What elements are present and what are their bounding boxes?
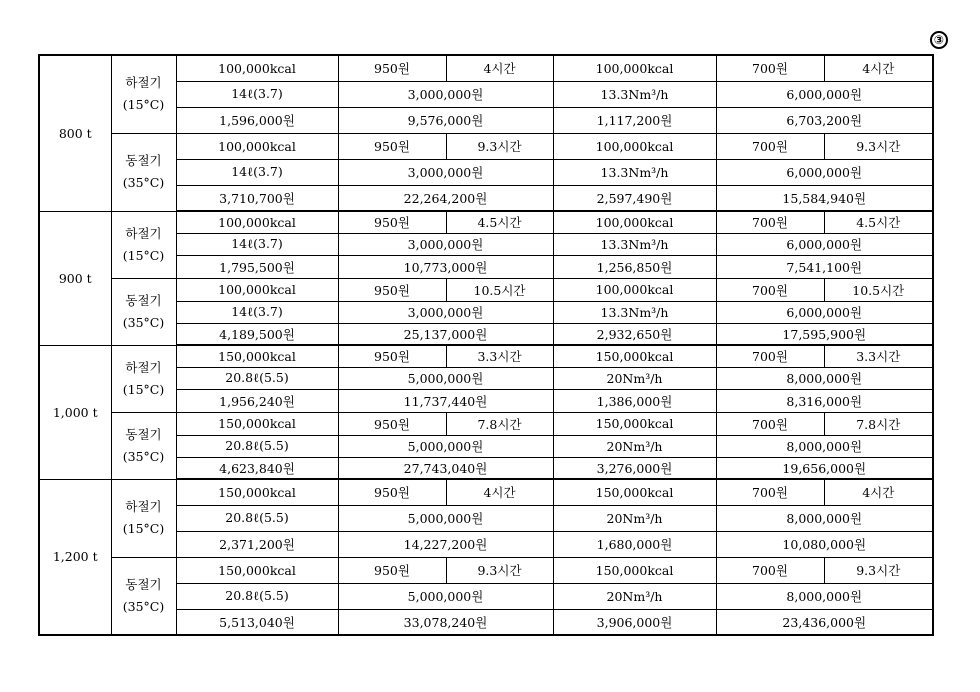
total-cost-cell: 25,137,000원: [338, 323, 553, 345]
unit-price-cell: 700원: [716, 345, 824, 367]
hours-cell: 4.5시간: [824, 211, 933, 233]
season-name: 하절기: [125, 225, 162, 241]
heat-capacity-cell: 150,000kcal: [553, 479, 716, 505]
operating-cost-cell: 1,795,500원: [176, 255, 338, 278]
operating-cost-cell: 2,597,490원: [553, 185, 716, 211]
operating-cost-cell: 2,932,650원: [553, 323, 716, 345]
gas-consumption-cell: 13.3Nm³/h: [553, 301, 716, 323]
operating-cost-cell: 1,117,200원: [553, 107, 716, 133]
hours-cell: 4시간: [446, 479, 553, 505]
total-cost-cell: 17,595,900원: [716, 323, 933, 345]
season-cell: [111, 557, 176, 635]
table-row: [39, 278, 933, 301]
season-name: 하절기: [125, 499, 162, 514]
equipment-cost-cell: 6,000,000원: [716, 159, 933, 185]
gas-consumption-cell: 20Nm³/h: [553, 583, 716, 609]
season-temperature: (35°C): [122, 314, 165, 330]
fuel-consumption-cell: 14ℓ(3.7): [176, 159, 338, 185]
heat-capacity-cell: 100,000kcal: [176, 55, 338, 81]
total-cost-cell: 19,656,000원: [716, 457, 933, 479]
hours-cell: 4시간: [824, 479, 933, 505]
operating-cost-cell: 3,906,000원: [553, 609, 716, 635]
page-number-marker: ③: [930, 31, 948, 49]
total-cost-cell: 10,773,000원: [338, 255, 553, 278]
capacity-cell: 1,000 t: [39, 345, 111, 479]
unit-price-cell: 700원: [716, 55, 824, 81]
operating-cost-cell: 1,680,000원: [553, 531, 716, 557]
season-temperature: (15°C): [122, 521, 165, 536]
season-cell: [111, 278, 176, 345]
fuel-consumption-cell: 14ℓ(3.7): [176, 81, 338, 107]
equipment-cost-cell: 6,000,000원: [716, 301, 933, 323]
total-cost-cell: 23,436,000원: [716, 609, 933, 635]
fuel-consumption-cell: 20.8ℓ(5.5): [176, 505, 338, 531]
hours-cell: 4시간: [824, 55, 933, 81]
season-name: 하절기: [125, 359, 162, 375]
table-row: [39, 133, 933, 159]
cost-comparison-table: [38, 54, 934, 636]
unit-price-cell: 950원: [338, 211, 446, 233]
heat-capacity-cell: 150,000kcal: [553, 345, 716, 367]
season-temperature: (15°C): [122, 97, 165, 113]
season-name: 하절기: [125, 75, 162, 91]
unit-price-cell: 950원: [338, 345, 446, 367]
hours-cell: 9.3시간: [446, 133, 553, 159]
equipment-cost-cell: 8,000,000원: [716, 583, 933, 609]
season-name: 동절기: [125, 292, 162, 308]
hours-cell: 3.3시간: [824, 345, 933, 367]
unit-price-cell: 700원: [716, 412, 824, 435]
equipment-cost-cell: 3,000,000원: [338, 301, 553, 323]
season-cell: [111, 345, 176, 412]
total-cost-cell: 10,080,000원: [716, 531, 933, 557]
fuel-consumption-cell: 20.8ℓ(5.5): [176, 435, 338, 457]
heat-capacity-cell: 150,000kcal: [176, 479, 338, 505]
heat-capacity-cell: 150,000kcal: [176, 345, 338, 367]
operating-cost-cell: 2,371,200원: [176, 531, 338, 557]
total-cost-cell: 8,316,000원: [716, 389, 933, 412]
equipment-cost-cell: 3,000,000원: [338, 159, 553, 185]
gas-consumption-cell: 20Nm³/h: [553, 505, 716, 531]
unit-price-cell: 950원: [338, 55, 446, 81]
heat-capacity-cell: 100,000kcal: [176, 278, 338, 301]
total-cost-cell: 11,737,440원: [338, 389, 553, 412]
season-cell: [111, 133, 176, 211]
operating-cost-cell: 1,256,850원: [553, 255, 716, 278]
gas-consumption-cell: 13.3Nm³/h: [553, 81, 716, 107]
hours-cell: 10.5시간: [824, 278, 933, 301]
heat-capacity-cell: 100,000kcal: [553, 133, 716, 159]
unit-price-cell: 700원: [716, 278, 824, 301]
operating-cost-cell: 5,513,040원: [176, 609, 338, 635]
gas-consumption-cell: 20Nm³/h: [553, 367, 716, 389]
total-cost-cell: 9,576,000원: [338, 107, 553, 133]
heat-capacity-cell: 150,000kcal: [553, 412, 716, 435]
total-cost-cell: 33,078,240원: [338, 609, 553, 635]
operating-cost-cell: 4,623,840원: [176, 457, 338, 479]
season-temperature: (15°C): [122, 381, 165, 397]
hours-cell: 4.5시간: [446, 211, 553, 233]
equipment-cost-cell: 6,000,000원: [716, 233, 933, 255]
table-body: [39, 55, 933, 635]
operating-cost-cell: 1,386,000원: [553, 389, 716, 412]
equipment-cost-cell: 5,000,000원: [338, 435, 553, 457]
equipment-cost-cell: 5,000,000원: [338, 583, 553, 609]
season-name: 동절기: [125, 426, 162, 442]
equipment-cost-cell: 3,000,000원: [338, 233, 553, 255]
table-row: [39, 412, 933, 435]
operating-cost-cell: 4,189,500원: [176, 323, 338, 345]
table-row: [39, 211, 933, 233]
unit-price-cell: 700원: [716, 479, 824, 505]
fuel-consumption-cell: 20.8ℓ(5.5): [176, 583, 338, 609]
heat-capacity-cell: 100,000kcal: [553, 55, 716, 81]
unit-price-cell: 950원: [338, 278, 446, 301]
unit-price-cell: 950원: [338, 133, 446, 159]
operating-cost-cell: 3,276,000원: [553, 457, 716, 479]
season-temperature: (35°C): [122, 598, 165, 614]
gas-consumption-cell: 13.3Nm³/h: [553, 233, 716, 255]
total-cost-cell: 7,541,100원: [716, 255, 933, 278]
unit-price-cell: 950원: [338, 412, 446, 435]
table-row: [39, 479, 933, 505]
hours-cell: 9.3시간: [824, 133, 933, 159]
heat-capacity-cell: 100,000kcal: [176, 133, 338, 159]
table-row: [39, 55, 933, 81]
unit-price-cell: 700원: [716, 211, 824, 233]
gas-consumption-cell: 20Nm³/h: [553, 435, 716, 457]
capacity-cell: 800 t: [39, 55, 111, 211]
heat-capacity-cell: 150,000kcal: [553, 557, 716, 583]
season-temperature: (15°C): [122, 247, 165, 263]
season-cell: [111, 412, 176, 479]
capacity-cell: 900 t: [39, 211, 111, 345]
heat-capacity-cell: 100,000kcal: [553, 211, 716, 233]
unit-price-cell: 700원: [716, 557, 824, 583]
total-cost-cell: 6,703,200원: [716, 107, 933, 133]
equipment-cost-cell: 8,000,000원: [716, 505, 933, 531]
heat-capacity-cell: 150,000kcal: [176, 412, 338, 435]
season-cell: [111, 55, 176, 133]
equipment-cost-cell: 6,000,000원: [716, 81, 933, 107]
equipment-cost-cell: 8,000,000원: [716, 367, 933, 389]
season-temperature: (35°C): [122, 175, 165, 190]
capacity-cell: 1,200 t: [39, 479, 111, 635]
hours-cell: 9.3시간: [824, 557, 933, 583]
operating-cost-cell: 1,956,240원: [176, 389, 338, 412]
season-cell: [111, 211, 176, 278]
equipment-cost-cell: 8,000,000원: [716, 435, 933, 457]
hours-cell: 7.8시간: [446, 412, 553, 435]
equipment-cost-cell: 5,000,000원: [338, 505, 553, 531]
unit-price-cell: 950원: [338, 557, 446, 583]
unit-price-cell: 950원: [338, 479, 446, 505]
hours-cell: 10.5시간: [446, 278, 553, 301]
total-cost-cell: 15,584,940원: [716, 185, 933, 211]
table-row: [39, 557, 933, 583]
hours-cell: 4시간: [446, 55, 553, 81]
table-row: [39, 345, 933, 367]
fuel-consumption-cell: 14ℓ(3.7): [176, 233, 338, 255]
equipment-cost-cell: 5,000,000원: [338, 367, 553, 389]
fuel-consumption-cell: 20.8ℓ(5.5): [176, 367, 338, 389]
season-cell: [111, 479, 176, 557]
season-name: 동절기: [125, 576, 162, 592]
fuel-consumption-cell: 14ℓ(3.7): [176, 301, 338, 323]
operating-cost-cell: 3,710,700원: [176, 185, 338, 211]
equipment-cost-cell: 3,000,000원: [338, 81, 553, 107]
hours-cell: 9.3시간: [446, 557, 553, 583]
season-name: 동절기: [125, 153, 162, 168]
total-cost-cell: 22,264,200원: [338, 185, 553, 211]
heat-capacity-cell: 150,000kcal: [176, 557, 338, 583]
unit-price-cell: 700원: [716, 133, 824, 159]
operating-cost-cell: 1,596,000원: [176, 107, 338, 133]
hours-cell: 7.8시간: [824, 412, 933, 435]
season-temperature: (35°C): [122, 448, 165, 464]
gas-consumption-cell: 13.3Nm³/h: [553, 159, 716, 185]
total-cost-cell: 14,227,200원: [338, 531, 553, 557]
total-cost-cell: 27,743,040원: [338, 457, 553, 479]
heat-capacity-cell: 100,000kcal: [553, 278, 716, 301]
heat-capacity-cell: 100,000kcal: [176, 211, 338, 233]
hours-cell: 3.3시간: [446, 345, 553, 367]
